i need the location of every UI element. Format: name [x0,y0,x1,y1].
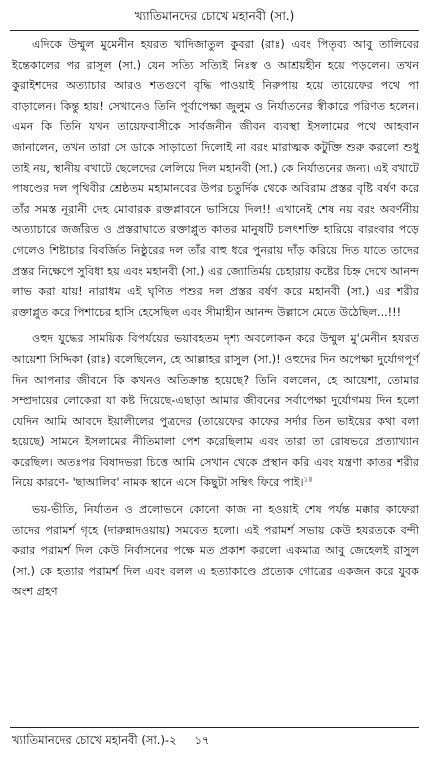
paragraph [12,329,419,494]
page-number: ১৭ [194,733,210,747]
running-header: খ্যাতিমানদের চোখে মহানবী (সা.) [134,9,295,23]
running-footer [12,732,210,748]
footer-rule [10,727,419,728]
body-text [12,35,419,605]
paragraph: এদিকে উম্মুল মুমেনীন হযরত খাদিজাতুল কুবরা (রাঃ) এবং পিতৃব্য আবু তালিবের ইন্তেকালের পর রাসূল (সা.) যেন সত্যি সত্যিই নিঃস্ব ও আশ্রয়হীন হয়ে পড়লেন। তখন কুরাইশদের অত্যাচার আরও শতগুণে বৃদ্ধি পাওয়াই নিরুপায় হয়ে তায়েফের পথে পা বাড়ালেন। কিন্তু হায়! সেখানেও তিনি পূর্বাপেক্ষা জুলুম ও নির্যাতনের স্বীকারে পরিণত হলেন। এমন কি তিনি যখন তায়েফবাসীকে সার্বজনীন জীবন ব্যবস্থা ইসলামের পথে আহবান জানালেন, তখন তারা সে ডাকে সাড়াতো দিলোই না বরং মারাত্মক কটুক্তি শুরু করলো শুধু তাই নয়, স্থানীয় বখাটে ছেলেদের লেলিয়ে দিল মহানবী (সা.) কে নির্যাতনের জন্য। এই বখাটে পাষণ্ডের দল পৃথিবীর শ্রেষ্ঠতম মহামানবের উপর চতুর্দিক থেকে অবিরাম প্রস্তর বৃষ্টি বর্ষণ করে তাঁর সমস্ত নূরানী দেহ মোবারক রক্তপ্লাবনে ভাসিয়ে দিল!! এখানেই শেষ নয় বরং অবর্ণনীয় অত্যাচারে জর্জরিত ও প্রস্তরাঘাতে রক্তাপ্লুত কাতর মানুষটি চলৎশক্তি হারিয়ে বারংবার পড়ে গেলেও শিষ্টাচার বিবর্জিত নিষ্ঠুরের দল তাঁর বাহু ধরে পুনরায় দাঁড় করিয়ে দিত যাতে তাদের প্রস্তর নিক্ষেপে সুবিধা হয় এবং মহানবী (সা.) এর জ্যোতির্ময় চেহারায় কষ্টের চিহ্ন দেখে আনন্দ লাভ করা যায়! নারাধম এই ঘৃণিত পশুর দল প্রস্তর বর্ষণ করে মহানবী (সা.) এর শরীর রক্তাপ্লুত করে পিশাচের হাসি হেসেছিল এবং সীমাহীন আনন্দ উল্লাসে মেতে উঠেছিল...!!! [12,38,419,319]
paragraph-text: ওহুদ যুদ্ধের সাময়িক বিপর্যয়ের ভয়াবহতম দৃশ্য অবলোকন করে উম্মুল মু'মেনীন হযরত আয়েশা সিদ্দিকা (রাঃ) বলেছিলেন, হে আল্লাহর রাসুল (সা.)! ওহুদের দিন অপেক্ষা দুর্যোগপূর্ণ দিন আপনার জীবনে কি কখনও অতিক্রান্ত হয়েছে? তিনি বললেন, হে আয়েশা, তোমার সম্প্রদায়ের লোকেরা যা কষ্ট দিয়েছে-এছাড়া আমার জীবনের সর্বাপেক্ষা দুর্যোগময় দিন হলো যেদিন আমি আবদে ইয়ালীলের পুত্রদের (তায়েফের কাফের সর্দার তিন ভাইয়ের কথা বলা হয়েছে) সামনে ইসলামের নীতিমালা পেশ করেছিলাম এবং তারা তা রোষভরে প্রত্যাখ্যান করেছিল। অতঃপর বিষাদভরা চিত্তে আমি সেখান থেকে প্রস্থান করি এবং যন্ত্রণা কাতর শরীর নিয়ে কারণে- 'ছাআলিব' নামক স্থানে এসে কিছুটা সম্বিৎ ফিরে পাই। [12,332,419,490]
footnote-marker: ১৪ [303,475,313,484]
header-rule [10,30,419,31]
footer-title: খ্যাতিমানদের চোখে মহানবী (সা.)-২ [12,733,177,747]
paragraph: ভয়-ভীতি, নির্যাতন ও প্রলোভনে কোনো কাজ না হওয়াই শেষ পর্যন্ত মক্কার কাফেরা তাদের পরামর্শ গৃহে (দারুন্নাদওয়ায়) সমবেত হলো। এই পরামর্শ সভায় কেউ হযরতকে বন্দী করার পরামর্শ দিল কেউ নির্বাসনের পক্ষে মত প্রকাশ করলো একমাত্র আবু জেহেলই রাসুল (সা.) কে হত্যার পরামর্শ দিল এবং বলল এ হত্যাকাণ্ডে প্রত্যেক গোত্রের একজন করে যুবক অংশ গ্রহণ [12,503,419,599]
